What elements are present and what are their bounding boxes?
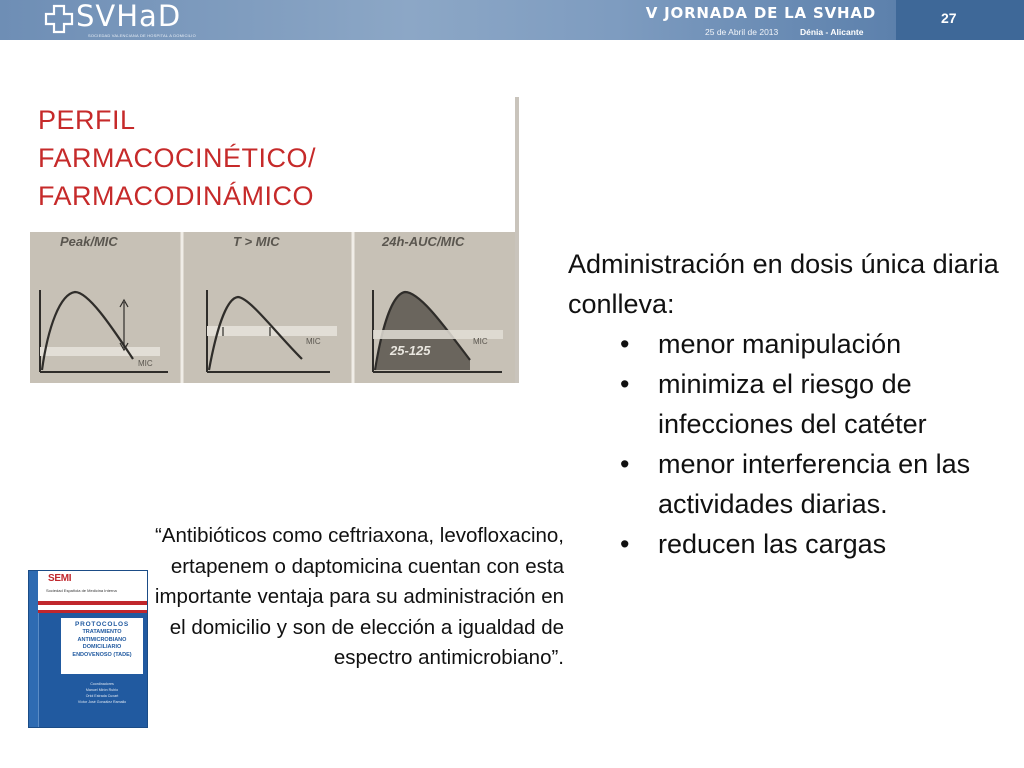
event-date: 25 de Abril de 2013: [705, 27, 779, 37]
book-title-line: TRATAMIENTO: [82, 629, 122, 635]
quote-text: “Antibióticos como ceftriaxona, levofloxacino, ertapenem o daptomicina cuentan con esta importante ventaja para su administración en el domicilio y son de elección a igualdad de espectro antimicrobiano”.: [154, 524, 564, 669]
figure-title-line-1: PERFIL: [38, 105, 136, 135]
concentration-curve: [42, 292, 133, 370]
figure-title-line-3: FARMACODINÁMICO: [38, 181, 315, 211]
logo-text: SVHaD: [76, 0, 182, 33]
figure-edge: [515, 97, 519, 383]
bullet: •: [620, 329, 630, 359]
list-item: [568, 444, 1018, 524]
book-top: [38, 571, 148, 601]
book-credit-line: Coordinadores: [90, 682, 114, 686]
pkpd-figure: [30, 97, 519, 383]
logo-subtitle: SOCIEDAD VALENCIANA DE HOSPITAL A DOMICILIO: [88, 33, 196, 38]
administration-block: [568, 244, 1018, 564]
list-item-text: minimiza el riesgo de infecciones del catéter: [658, 369, 927, 439]
mic-label: MIC: [138, 359, 153, 368]
panel-label-peak-mic: Peak/MIC: [60, 234, 118, 249]
book-title-line: ENDOVENOSO (TADE): [72, 651, 132, 658]
book-credit-line: Víctor José González Ramallo: [77, 700, 127, 704]
pkpd-graphs: [30, 232, 519, 383]
page-number-box: [896, 0, 1024, 40]
semi-logo: SEMI: [48, 573, 72, 584]
panel-time-above-mic: [207, 290, 337, 372]
event-title: V JORNADA DE LA SVHAD: [645, 4, 876, 22]
list-item: [568, 524, 1018, 564]
book-credits: [59, 681, 145, 705]
book-credit-line: Oriol Estrada Cuxart: [85, 694, 119, 698]
administration-intro: Administración en dosis única diaria conlleva:: [568, 249, 999, 319]
book-title-line: ANTIMICROBIANO: [77, 636, 127, 643]
list-item-text: reducen las cargas: [658, 529, 887, 559]
bullet: •: [620, 369, 630, 399]
book-stripe: [38, 610, 148, 613]
auc-range-label: 25-125: [390, 343, 431, 358]
figure-title-area: [30, 97, 519, 232]
pkpd-panels: [30, 232, 519, 383]
page-number: 27: [941, 10, 957, 26]
header-bar: [0, 0, 1024, 40]
panel-auc-mic: [373, 290, 503, 372]
list-item: [568, 364, 1018, 444]
panel-label-auc-mic: 24h-AUC/MIC: [382, 234, 465, 249]
mic-label: MIC: [473, 337, 488, 346]
book-cover: [28, 570, 148, 728]
book-heading: PROTOCOLOS: [74, 621, 130, 628]
book-title-box: [61, 618, 143, 674]
book-title-line: DOMICILIARIO: [82, 644, 122, 650]
list-item-text: menor manipulación: [658, 329, 902, 359]
bullet: •: [620, 529, 630, 559]
figure-title-line-2: FARMACOCINÉTICO/: [38, 143, 317, 173]
list-item: [568, 324, 1018, 364]
panel-label-t-mic: T > MIC: [233, 234, 280, 249]
book-society: Sociedad Española de Medicina Interna: [46, 588, 117, 593]
mic-band: [40, 347, 160, 356]
benefits-list: [568, 324, 1018, 564]
cross-icon: [44, 4, 74, 34]
book-title: [61, 629, 143, 659]
mic-label: MIC: [306, 337, 321, 346]
list-item-text: menor interferencia en las actividades diarias.: [658, 449, 971, 519]
bullet: •: [620, 449, 630, 479]
book-credit-line: Manuel Mirón Rubio: [85, 688, 119, 692]
event-place: Dénia - Alicante: [800, 27, 864, 37]
